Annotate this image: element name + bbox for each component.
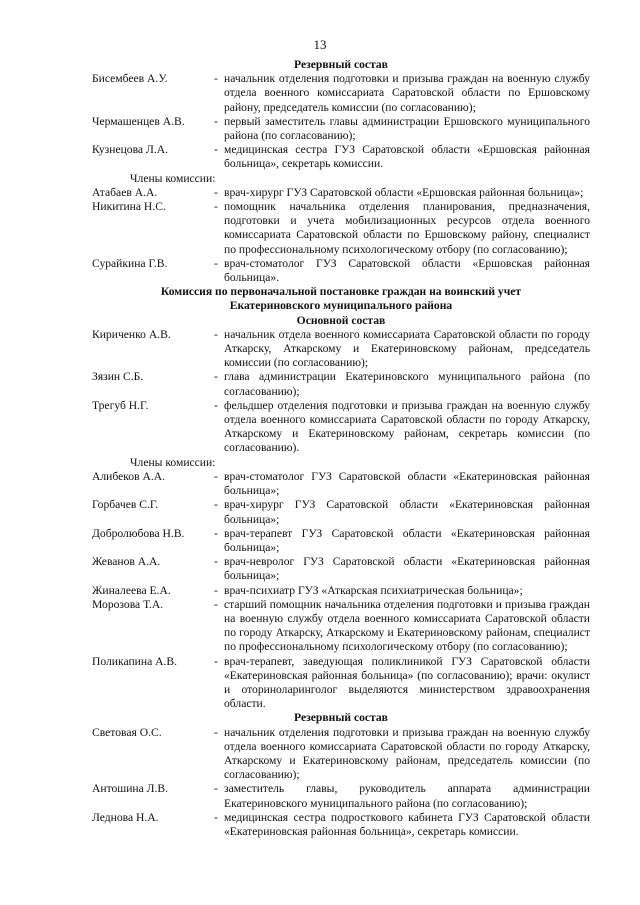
entry-dash: - — [214, 72, 218, 86]
member-entry — [92, 811, 590, 839]
member-name: Трегуб Н.Г. — [92, 398, 149, 412]
member-entry — [92, 470, 590, 498]
entry-dash: - — [214, 597, 218, 611]
member-description: заместитель главы, руководитель аппарата администрации Екатериновского муниципального района (по согласованию); — [224, 782, 590, 810]
member-name: Поликапина А.В. — [92, 654, 178, 668]
member-description: медицинская сестра подросткового кабинета ГУЗ Саратовской области «Екатериновская районная больница», секретарь комиссии. — [224, 810, 590, 838]
section-heading: Резервный состав — [294, 58, 388, 71]
section-heading: Комиссия по первоначальной постановке граждан на воинский учет — [160, 285, 522, 299]
entry-dash: - — [214, 398, 218, 412]
member-entry — [92, 527, 590, 555]
member-description: начальник отдела военного комиссариата Саратовской области по городу Аткарску, Аткарскому и Екатериновскому районам, председатель комиссии (по согласованию); — [224, 327, 590, 370]
entry-dash: - — [214, 469, 218, 483]
member-entry — [92, 143, 590, 171]
member-name: Кузнецова Л.А. — [92, 143, 168, 157]
member-description: начальник отделения подготовки и призыва граждан на военную службу отдела военного комиссариата Саратовской области по городу Аткарску, Аткарскому и Екатериновскому районам, председатель комиссии (по согласованию); — [224, 725, 590, 782]
member-description: врач-стоматолог ГУЗ Саратовской области «Ершовская районная больница». — [224, 256, 590, 285]
member-name: Сурайкина Г.В. — [92, 256, 168, 270]
member-name: Горбачев С.Г. — [92, 498, 159, 512]
member-description: фельдшер отделения подготовки и призыва граждан на военную службу отдела военного комиссариата Саратовской области по городу Аткарску, Аткарскому и Екатериновскому районам, секретарь комиссии (по согласованию). — [224, 398, 590, 455]
member-entry — [92, 115, 590, 143]
member-name: Атабаев А.А. — [92, 185, 158, 199]
member-entry — [92, 399, 590, 456]
member-entry — [92, 584, 590, 598]
member-entry — [92, 555, 590, 583]
member-description: врач-психиатр ГУЗ «Аткарская психиатрическая больница»; — [224, 583, 523, 597]
member-entry — [92, 186, 590, 200]
member-description: врач-терапевт ГУЗ Саратовской области «Екатериновская районная больница»; — [224, 526, 590, 554]
member-entry — [92, 598, 590, 655]
member-entry — [92, 328, 590, 371]
member-entry — [92, 782, 590, 810]
entry-dash: - — [214, 256, 218, 270]
entry-dash: - — [214, 498, 218, 512]
member-description: начальник отделения подготовки и призыва граждан на военную службу отдела военного комиссариата Саратовской области по Ершовскому району, председатель комиссии (по согласованию); — [224, 72, 590, 114]
section-heading: Резервный состав — [294, 711, 388, 725]
member-description: врач-терапевт, заведующая поликлиникой ГУЗ Саратовской области «Екатериновская районная больница» (по согласованию); врачи: окулист и оториноларинголог выделяются министерством здравоохранения области. — [224, 654, 590, 711]
member-entry — [92, 498, 590, 526]
member-name: Зязин С.Б. — [92, 370, 144, 384]
section-heading: Основной состав — [296, 313, 386, 327]
members-label: Члены комиссии: — [130, 171, 216, 185]
member-entry — [92, 200, 590, 257]
entry-dash: - — [214, 143, 218, 157]
member-entry — [92, 726, 590, 783]
member-name: Чермашенцев А.В. — [92, 114, 185, 128]
member-name: Жиналеева Е.А. — [92, 583, 171, 597]
page-number: 13 — [313, 37, 327, 52]
member-name: Бисембеев А.У. — [92, 72, 168, 86]
entry-dash: - — [214, 327, 218, 341]
entry-dash: - — [214, 810, 218, 824]
entry-dash: - — [214, 200, 218, 214]
section-heading: Екатериновского муниципального района — [229, 299, 453, 313]
entry-dash: - — [214, 583, 218, 597]
entry-dash: - — [214, 526, 218, 540]
member-description: врач-невролог ГУЗ Саратовской области «Екатериновская районная больница»; — [224, 555, 590, 583]
member-description: первый заместитель главы администрации Ершовского муниципального района (по согласованию); — [224, 114, 590, 143]
member-entry — [92, 370, 590, 398]
entry-dash: - — [214, 370, 218, 384]
document-body — [92, 58, 590, 839]
member-entry — [92, 72, 590, 115]
member-description: глава администрации Екатериновского муниципального района (по согласованию); — [224, 370, 590, 398]
member-name: Световая О.С. — [92, 725, 162, 739]
member-name: Алибеков А.А. — [92, 469, 166, 483]
entry-dash: - — [214, 725, 218, 739]
entry-dash: - — [214, 185, 218, 199]
member-name: Морозова Т.А. — [92, 597, 164, 611]
member-description: помощник начальника отделения планирования, предназначения, подготовки и учета мобилизационных ресурсов отдела военного комиссариата Саратовской области по Ершовскому району, специалист по профессиональному психологическому отбору (по согласованию); — [224, 200, 590, 256]
member-name: Кириченко А.В. — [92, 327, 171, 341]
entry-dash: - — [214, 555, 218, 569]
entry-dash: - — [214, 782, 218, 796]
member-description: врач-хирург ГУЗ Саратовской области «Ершовская районная больница»; — [224, 185, 584, 199]
member-name: Антошина Л.В. — [92, 782, 169, 796]
member-description: врач-хирург ГУЗ Саратовской области «Екатериновская районная больница»; — [224, 498, 590, 526]
entry-dash: - — [214, 114, 218, 128]
member-entry — [92, 655, 590, 712]
member-name: Добролюбова Н.В. — [92, 526, 185, 540]
entry-dash: - — [214, 654, 218, 668]
member-name: Леднова Н.А. — [92, 810, 159, 824]
member-name: Никитина Н.С. — [92, 200, 166, 214]
member-description: старший помощник начальника отделения подготовки и призыва граждан на военную службу отдела военного комиссариата Саратовской области по городу Аткарску, Аткарскому и Екатериновскому районам, специалист по профессиональному психологическому отбору (по согласованию); — [224, 597, 590, 654]
member-description: врач-стоматолог ГУЗ Саратовской области «Екатериновская районная больница»; — [224, 469, 590, 498]
member-entry — [92, 257, 590, 285]
member-description: медицинская сестра ГУЗ Саратовской области «Ершовская районная больница», секретарь комиссии. — [224, 143, 590, 171]
member-name: Жеванов А.А. — [92, 555, 161, 569]
members-label: Члены комиссии: — [130, 455, 216, 469]
